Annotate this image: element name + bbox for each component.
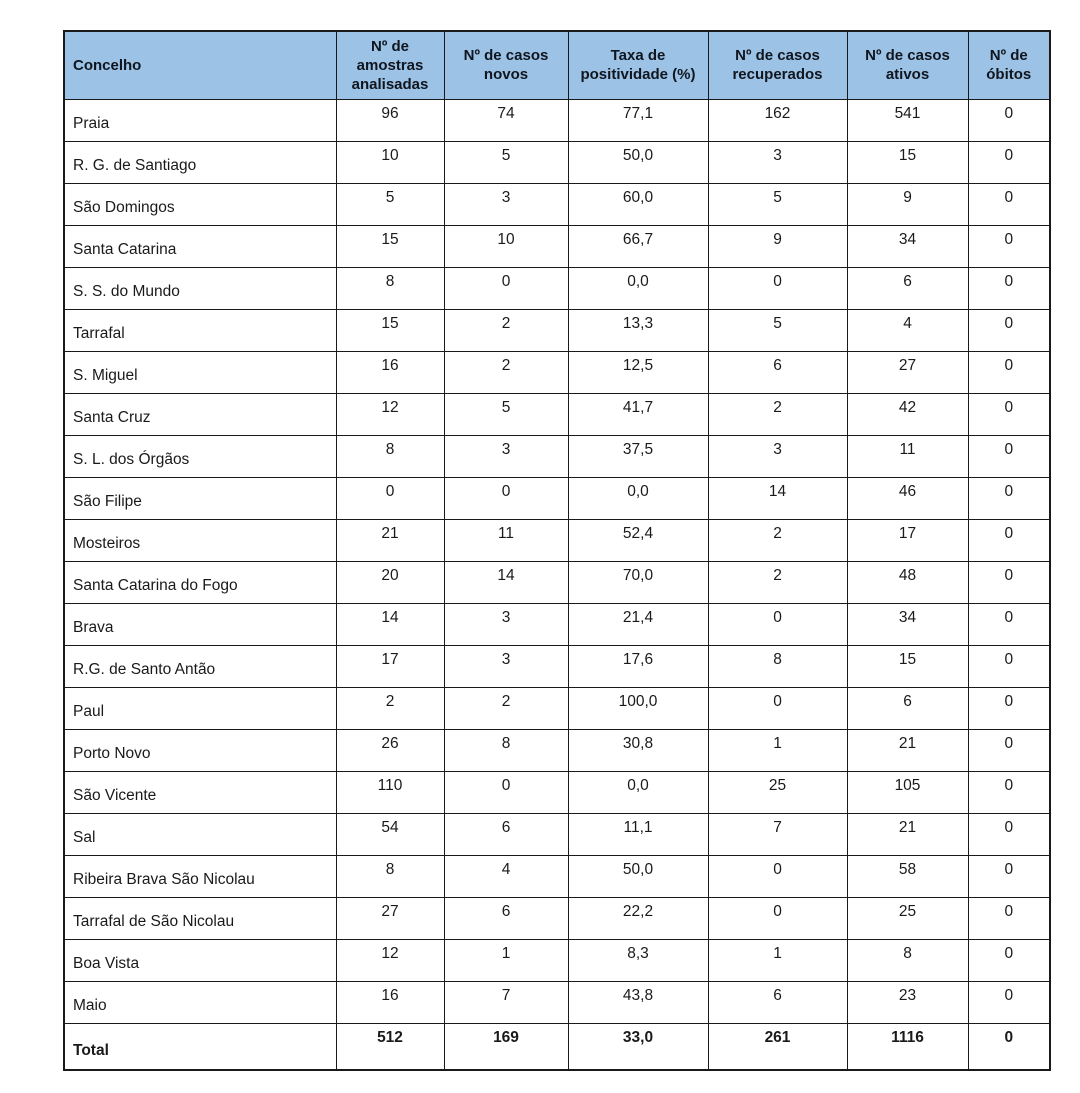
value-cell: 17: [336, 645, 444, 687]
value-cell: 41,7: [568, 393, 708, 435]
value-cell: 2: [708, 393, 847, 435]
concelho-cell: S. S. do Mundo: [64, 267, 336, 309]
value-cell: 10: [336, 141, 444, 183]
value-cell: 23: [847, 981, 968, 1023]
value-cell: 66,7: [568, 225, 708, 267]
value-cell: 33,0: [568, 1023, 708, 1070]
value-cell: 8: [847, 939, 968, 981]
table-row: [64, 99, 1050, 141]
value-cell: 6: [847, 687, 968, 729]
concelho-cell: São Filipe: [64, 477, 336, 519]
value-cell: 6: [444, 897, 568, 939]
table-row: [64, 183, 1050, 225]
table-row: [64, 561, 1050, 603]
column-header-obitos: Nº de óbitos: [968, 31, 1050, 99]
value-cell: 48: [847, 561, 968, 603]
value-cell: 14: [444, 561, 568, 603]
value-cell: 9: [847, 183, 968, 225]
value-cell: 1116: [847, 1023, 968, 1070]
value-cell: 58: [847, 855, 968, 897]
value-cell: 37,5: [568, 435, 708, 477]
value-cell: 8,3: [568, 939, 708, 981]
value-cell: 10: [444, 225, 568, 267]
value-cell: 34: [847, 225, 968, 267]
concelho-cell: R. G. de Santiago: [64, 141, 336, 183]
concelho-cell: Sal: [64, 813, 336, 855]
value-cell: 2: [708, 519, 847, 561]
value-cell: 2: [708, 561, 847, 603]
value-cell: 7: [708, 813, 847, 855]
value-cell: 105: [847, 771, 968, 813]
value-cell: 0: [444, 771, 568, 813]
value-cell: 52,4: [568, 519, 708, 561]
value-cell: 21,4: [568, 603, 708, 645]
concelho-cell: Boa Vista: [64, 939, 336, 981]
value-cell: 0: [968, 309, 1050, 351]
table-row: [64, 855, 1050, 897]
value-cell: 46: [847, 477, 968, 519]
value-cell: 3: [444, 603, 568, 645]
value-cell: 3: [444, 435, 568, 477]
value-cell: 0: [968, 561, 1050, 603]
value-cell: 0: [968, 99, 1050, 141]
value-cell: 0: [336, 477, 444, 519]
value-cell: 2: [444, 351, 568, 393]
value-cell: 0: [968, 939, 1050, 981]
value-cell: 100,0: [568, 687, 708, 729]
value-cell: 0,0: [568, 477, 708, 519]
value-cell: 0: [968, 729, 1050, 771]
column-header-concelho: Concelho: [64, 31, 336, 99]
value-cell: 5: [444, 141, 568, 183]
value-cell: 30,8: [568, 729, 708, 771]
value-cell: 0: [968, 687, 1050, 729]
concelho-cell: S. Miguel: [64, 351, 336, 393]
value-cell: 17,6: [568, 645, 708, 687]
value-cell: 541: [847, 99, 968, 141]
value-cell: 21: [336, 519, 444, 561]
value-cell: 9: [708, 225, 847, 267]
column-header-amostras-analisadas: Nº de amostras analisadas: [336, 31, 444, 99]
value-cell: 3: [708, 435, 847, 477]
column-header-casos-recuperados: Nº de casos recuperados: [708, 31, 847, 99]
value-cell: 14: [336, 603, 444, 645]
value-cell: 0: [708, 687, 847, 729]
value-cell: 20: [336, 561, 444, 603]
table-row: [64, 981, 1050, 1023]
value-cell: 8: [336, 435, 444, 477]
value-cell: 15: [336, 309, 444, 351]
value-cell: 12,5: [568, 351, 708, 393]
value-cell: 60,0: [568, 183, 708, 225]
value-cell: 0: [968, 645, 1050, 687]
value-cell: 13,3: [568, 309, 708, 351]
value-cell: 11: [847, 435, 968, 477]
table-row: [64, 687, 1050, 729]
value-cell: 96: [336, 99, 444, 141]
table-row: [64, 351, 1050, 393]
value-cell: 1: [444, 939, 568, 981]
value-cell: 6: [847, 267, 968, 309]
table-row: [64, 603, 1050, 645]
value-cell: 0: [968, 855, 1050, 897]
value-cell: 0: [968, 519, 1050, 561]
value-cell: 0: [968, 267, 1050, 309]
value-cell: 27: [847, 351, 968, 393]
value-cell: 70,0: [568, 561, 708, 603]
table-row: [64, 225, 1050, 267]
table-row: [64, 309, 1050, 351]
value-cell: 0: [708, 603, 847, 645]
table-row: [64, 435, 1050, 477]
value-cell: 12: [336, 393, 444, 435]
value-cell: 1: [708, 939, 847, 981]
value-cell: 0: [968, 141, 1050, 183]
value-cell: 50,0: [568, 855, 708, 897]
column-header-casos-ativos: Nº de casos ativos: [847, 31, 968, 99]
value-cell: 25: [708, 771, 847, 813]
column-header-casos-novos: Nº de casos novos: [444, 31, 568, 99]
concelho-cell: Maio: [64, 981, 336, 1023]
concelho-cell: Ribeira Brava São Nicolau: [64, 855, 336, 897]
value-cell: 2: [444, 687, 568, 729]
value-cell: 34: [847, 603, 968, 645]
concelho-cell: R.G. de Santo Antão: [64, 645, 336, 687]
value-cell: 42: [847, 393, 968, 435]
value-cell: 3: [708, 141, 847, 183]
concelho-cell: São Vicente: [64, 771, 336, 813]
table-row: [64, 645, 1050, 687]
value-cell: 21: [847, 729, 968, 771]
table-header-row: [64, 31, 1050, 99]
value-cell: 43,8: [568, 981, 708, 1023]
concelho-cell: Paul: [64, 687, 336, 729]
value-cell: 8: [336, 267, 444, 309]
value-cell: 110: [336, 771, 444, 813]
concelho-cell: Praia: [64, 99, 336, 141]
value-cell: 0: [968, 183, 1050, 225]
value-cell: 5: [708, 183, 847, 225]
table-body: [64, 99, 1050, 1070]
table-total-row: [64, 1023, 1050, 1070]
value-cell: 162: [708, 99, 847, 141]
value-cell: 6: [708, 981, 847, 1023]
value-cell: 6: [444, 813, 568, 855]
value-cell: 512: [336, 1023, 444, 1070]
table-row: [64, 939, 1050, 981]
value-cell: 14: [708, 477, 847, 519]
value-cell: 169: [444, 1023, 568, 1070]
value-cell: 0: [968, 477, 1050, 519]
value-cell: 4: [444, 855, 568, 897]
value-cell: 8: [444, 729, 568, 771]
table-row: [64, 813, 1050, 855]
value-cell: 8: [708, 645, 847, 687]
value-cell: 5: [336, 183, 444, 225]
concelho-cell: São Domingos: [64, 183, 336, 225]
table-row: [64, 267, 1050, 309]
table-row: [64, 393, 1050, 435]
table-row: [64, 897, 1050, 939]
table-row: [64, 477, 1050, 519]
value-cell: 25: [847, 897, 968, 939]
value-cell: 0,0: [568, 267, 708, 309]
value-cell: 1: [708, 729, 847, 771]
value-cell: 2: [444, 309, 568, 351]
value-cell: 17: [847, 519, 968, 561]
value-cell: 0: [708, 855, 847, 897]
value-cell: 15: [847, 645, 968, 687]
value-cell: 8: [336, 855, 444, 897]
value-cell: 15: [336, 225, 444, 267]
value-cell: 12: [336, 939, 444, 981]
value-cell: 0,0: [568, 771, 708, 813]
concelho-cell: Santa Catarina: [64, 225, 336, 267]
value-cell: 3: [444, 183, 568, 225]
value-cell: 21: [847, 813, 968, 855]
value-cell: 0: [708, 267, 847, 309]
value-cell: 0: [444, 477, 568, 519]
value-cell: 0: [968, 813, 1050, 855]
value-cell: 11,1: [568, 813, 708, 855]
value-cell: 0: [708, 897, 847, 939]
value-cell: 11: [444, 519, 568, 561]
value-cell: 261: [708, 1023, 847, 1070]
value-cell: 5: [444, 393, 568, 435]
value-cell: 22,2: [568, 897, 708, 939]
value-cell: 0: [968, 603, 1050, 645]
concelho-cell: Porto Novo: [64, 729, 336, 771]
value-cell: 7: [444, 981, 568, 1023]
value-cell: 0: [968, 351, 1050, 393]
value-cell: 0: [444, 267, 568, 309]
value-cell: 0: [968, 393, 1050, 435]
value-cell: 0: [968, 1023, 1050, 1070]
value-cell: 0: [968, 435, 1050, 477]
table-row: [64, 771, 1050, 813]
table-row: [64, 519, 1050, 561]
value-cell: 15: [847, 141, 968, 183]
table-row: [64, 729, 1050, 771]
concelho-cell: Tarrafal: [64, 309, 336, 351]
concelho-cell: Total: [64, 1023, 336, 1070]
value-cell: 54: [336, 813, 444, 855]
concelho-covid-table: [63, 30, 1051, 1071]
value-cell: 50,0: [568, 141, 708, 183]
value-cell: 3: [444, 645, 568, 687]
concelho-cell: Santa Cruz: [64, 393, 336, 435]
value-cell: 0: [968, 981, 1050, 1023]
concelho-cell: Tarrafal de São Nicolau: [64, 897, 336, 939]
value-cell: 0: [968, 771, 1050, 813]
value-cell: 2: [336, 687, 444, 729]
concelho-cell: Santa Catarina do Fogo: [64, 561, 336, 603]
value-cell: 6: [708, 351, 847, 393]
table-row: [64, 141, 1050, 183]
value-cell: 26: [336, 729, 444, 771]
concelho-cell: Mosteiros: [64, 519, 336, 561]
value-cell: 5: [708, 309, 847, 351]
value-cell: 0: [968, 225, 1050, 267]
value-cell: 16: [336, 351, 444, 393]
column-header-taxa-positividade: Taxa de positividade (%): [568, 31, 708, 99]
value-cell: 27: [336, 897, 444, 939]
value-cell: 77,1: [568, 99, 708, 141]
value-cell: 74: [444, 99, 568, 141]
value-cell: 0: [968, 897, 1050, 939]
concelho-cell: S. L. dos Órgãos: [64, 435, 336, 477]
value-cell: 4: [847, 309, 968, 351]
value-cell: 16: [336, 981, 444, 1023]
concelho-cell: Brava: [64, 603, 336, 645]
